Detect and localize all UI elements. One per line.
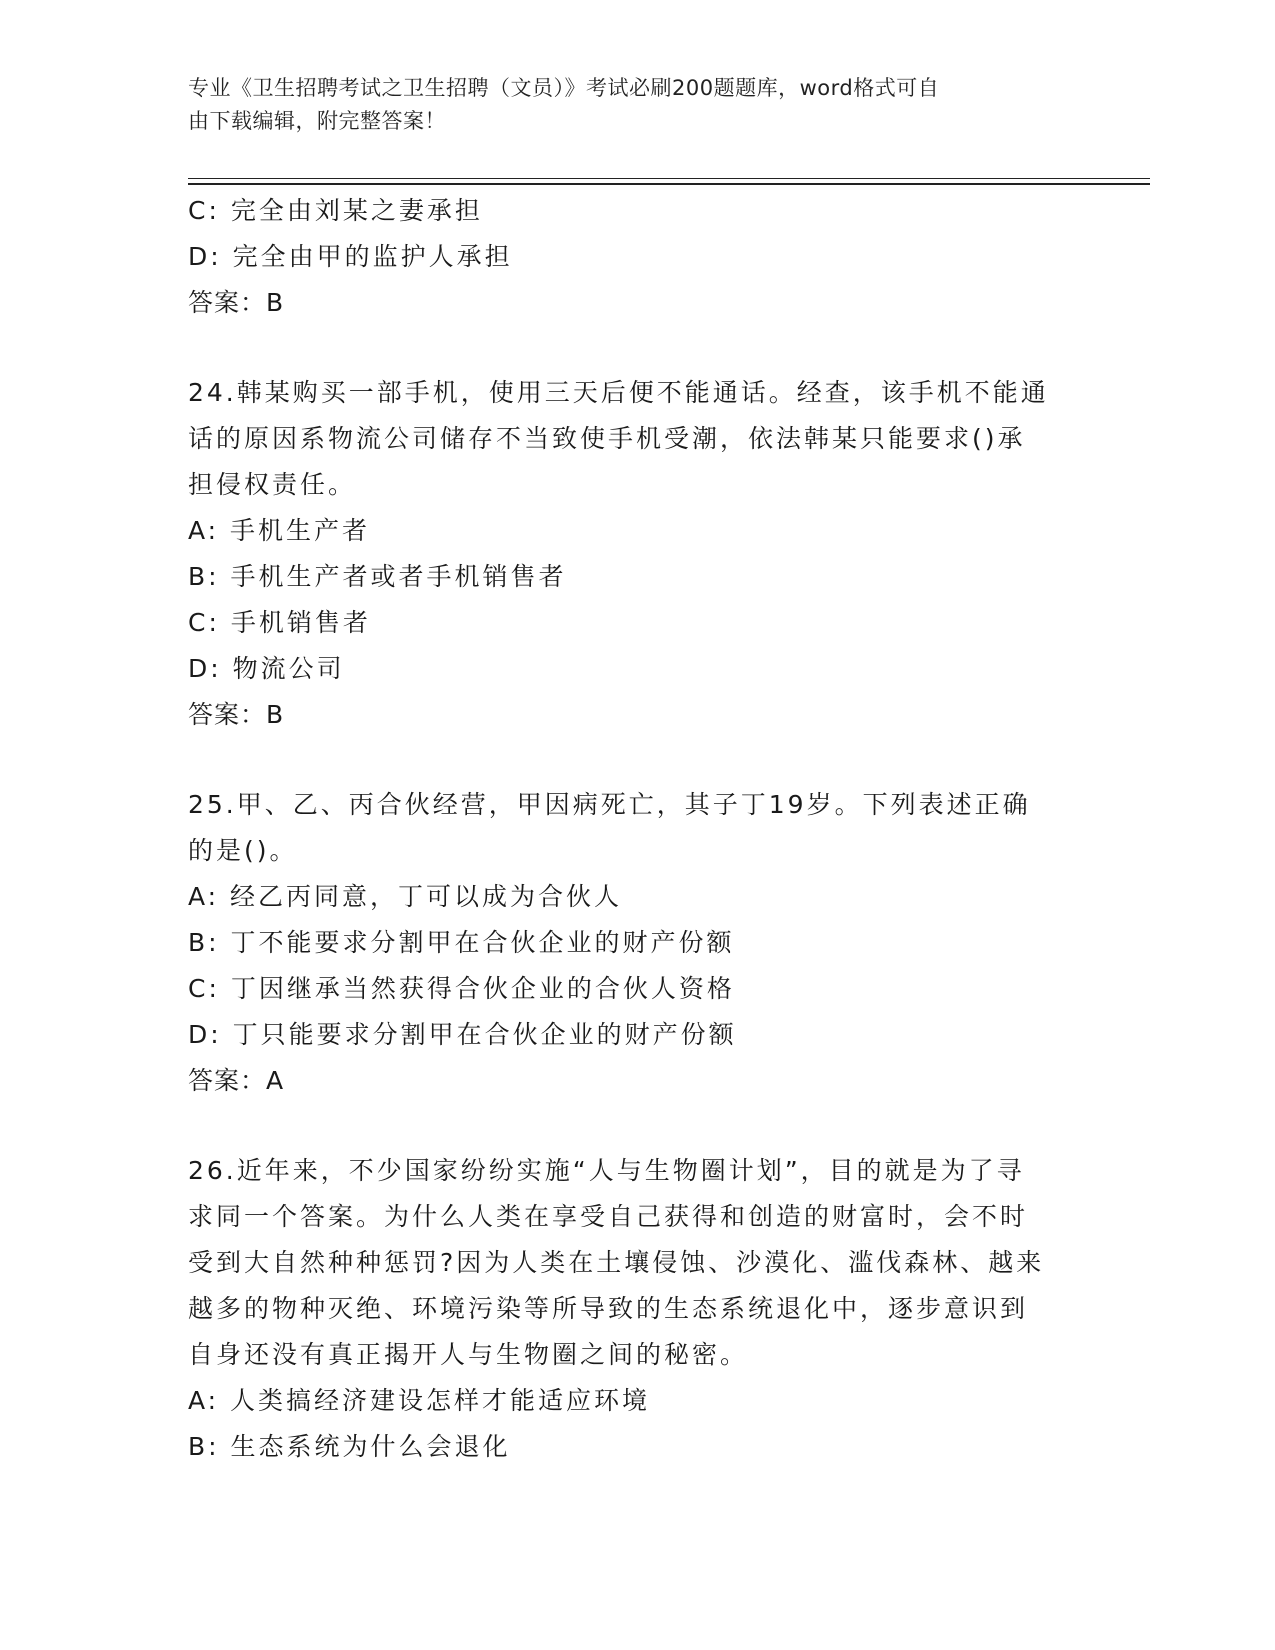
question-stem-line: 受到大自然种种惩罚?因为人类在土壤侵蚀、沙漠化、滥伐森林、越来 <box>188 1248 1045 1277</box>
option-b: B: 丁不能要求分割甲在合伙企业的财产份额 <box>188 928 735 957</box>
option-d: D: 完全由甲的监护人承担 <box>188 242 513 271</box>
document-header <box>188 72 1068 138</box>
question-stem-line: 24.韩某购买一部手机，使用三天后便不能通话。经查，该手机不能通 <box>188 378 1049 407</box>
question-26 <box>188 1148 1088 1470</box>
header-line-2: 由下载编辑，附完整答案！ <box>188 109 446 133</box>
question-content <box>188 188 1088 1470</box>
header-rule-thick <box>188 183 1150 185</box>
question-stem-line: 26.近年来，不少国家纷纷实施“人与生物圈计划”，目的就是为了寻 <box>188 1156 1025 1185</box>
header-line-1: 专业《卫生招聘考试之卫生招聘（文员）》考试必刷200题题库，word格式可自 <box>188 76 940 100</box>
header-rule-thin <box>188 178 1150 179</box>
question-24 <box>188 370 1088 738</box>
answer-label: 答案：B <box>188 700 285 729</box>
option-d: D: 丁只能要求分割甲在合伙企业的财产份额 <box>188 1020 737 1049</box>
option-c: C: 完全由刘某之妻承担 <box>188 196 483 225</box>
option-d: D: 物流公司 <box>188 654 345 683</box>
answer-label: 答案：B <box>188 288 285 317</box>
question-stem-line: 25.甲、乙、丙合伙经营，甲因病死亡，其子丁19岁。下列表述正确 <box>188 790 1031 819</box>
option-a: A: 手机生产者 <box>188 516 371 545</box>
question-stem-line: 求同一个答案。为什么人类在享受自己获得和创造的财富时，会不时 <box>188 1202 1029 1231</box>
answer-label: 答案：A <box>188 1066 285 1095</box>
option-c: C: 手机销售者 <box>188 608 371 637</box>
question-stem-line: 越多的物种灭绝、环境污染等所导致的生态系统退化中，逐步意识到 <box>188 1294 1029 1323</box>
option-a: A: 人类搞经济建设怎样才能适应环境 <box>188 1386 651 1415</box>
question-stem-line: 的是()。 <box>188 836 298 865</box>
option-b: B: 生态系统为什么会退化 <box>188 1432 511 1461</box>
option-c: C: 丁因继承当然获得合伙企业的合伙人资格 <box>188 974 735 1003</box>
question-23-tail <box>188 188 1088 326</box>
question-25 <box>188 782 1088 1104</box>
option-a: A: 经乙丙同意，丁可以成为合伙人 <box>188 882 623 911</box>
question-stem-line: 担侵权责任。 <box>188 470 357 499</box>
option-b: B: 手机生产者或者手机销售者 <box>188 562 567 591</box>
question-stem-line: 自身还没有真正揭开人与生物圈之间的秘密。 <box>188 1340 749 1369</box>
question-stem-line: 话的原因系物流公司储存不当致使手机受潮，依法韩某只能要求()承 <box>188 424 1026 453</box>
